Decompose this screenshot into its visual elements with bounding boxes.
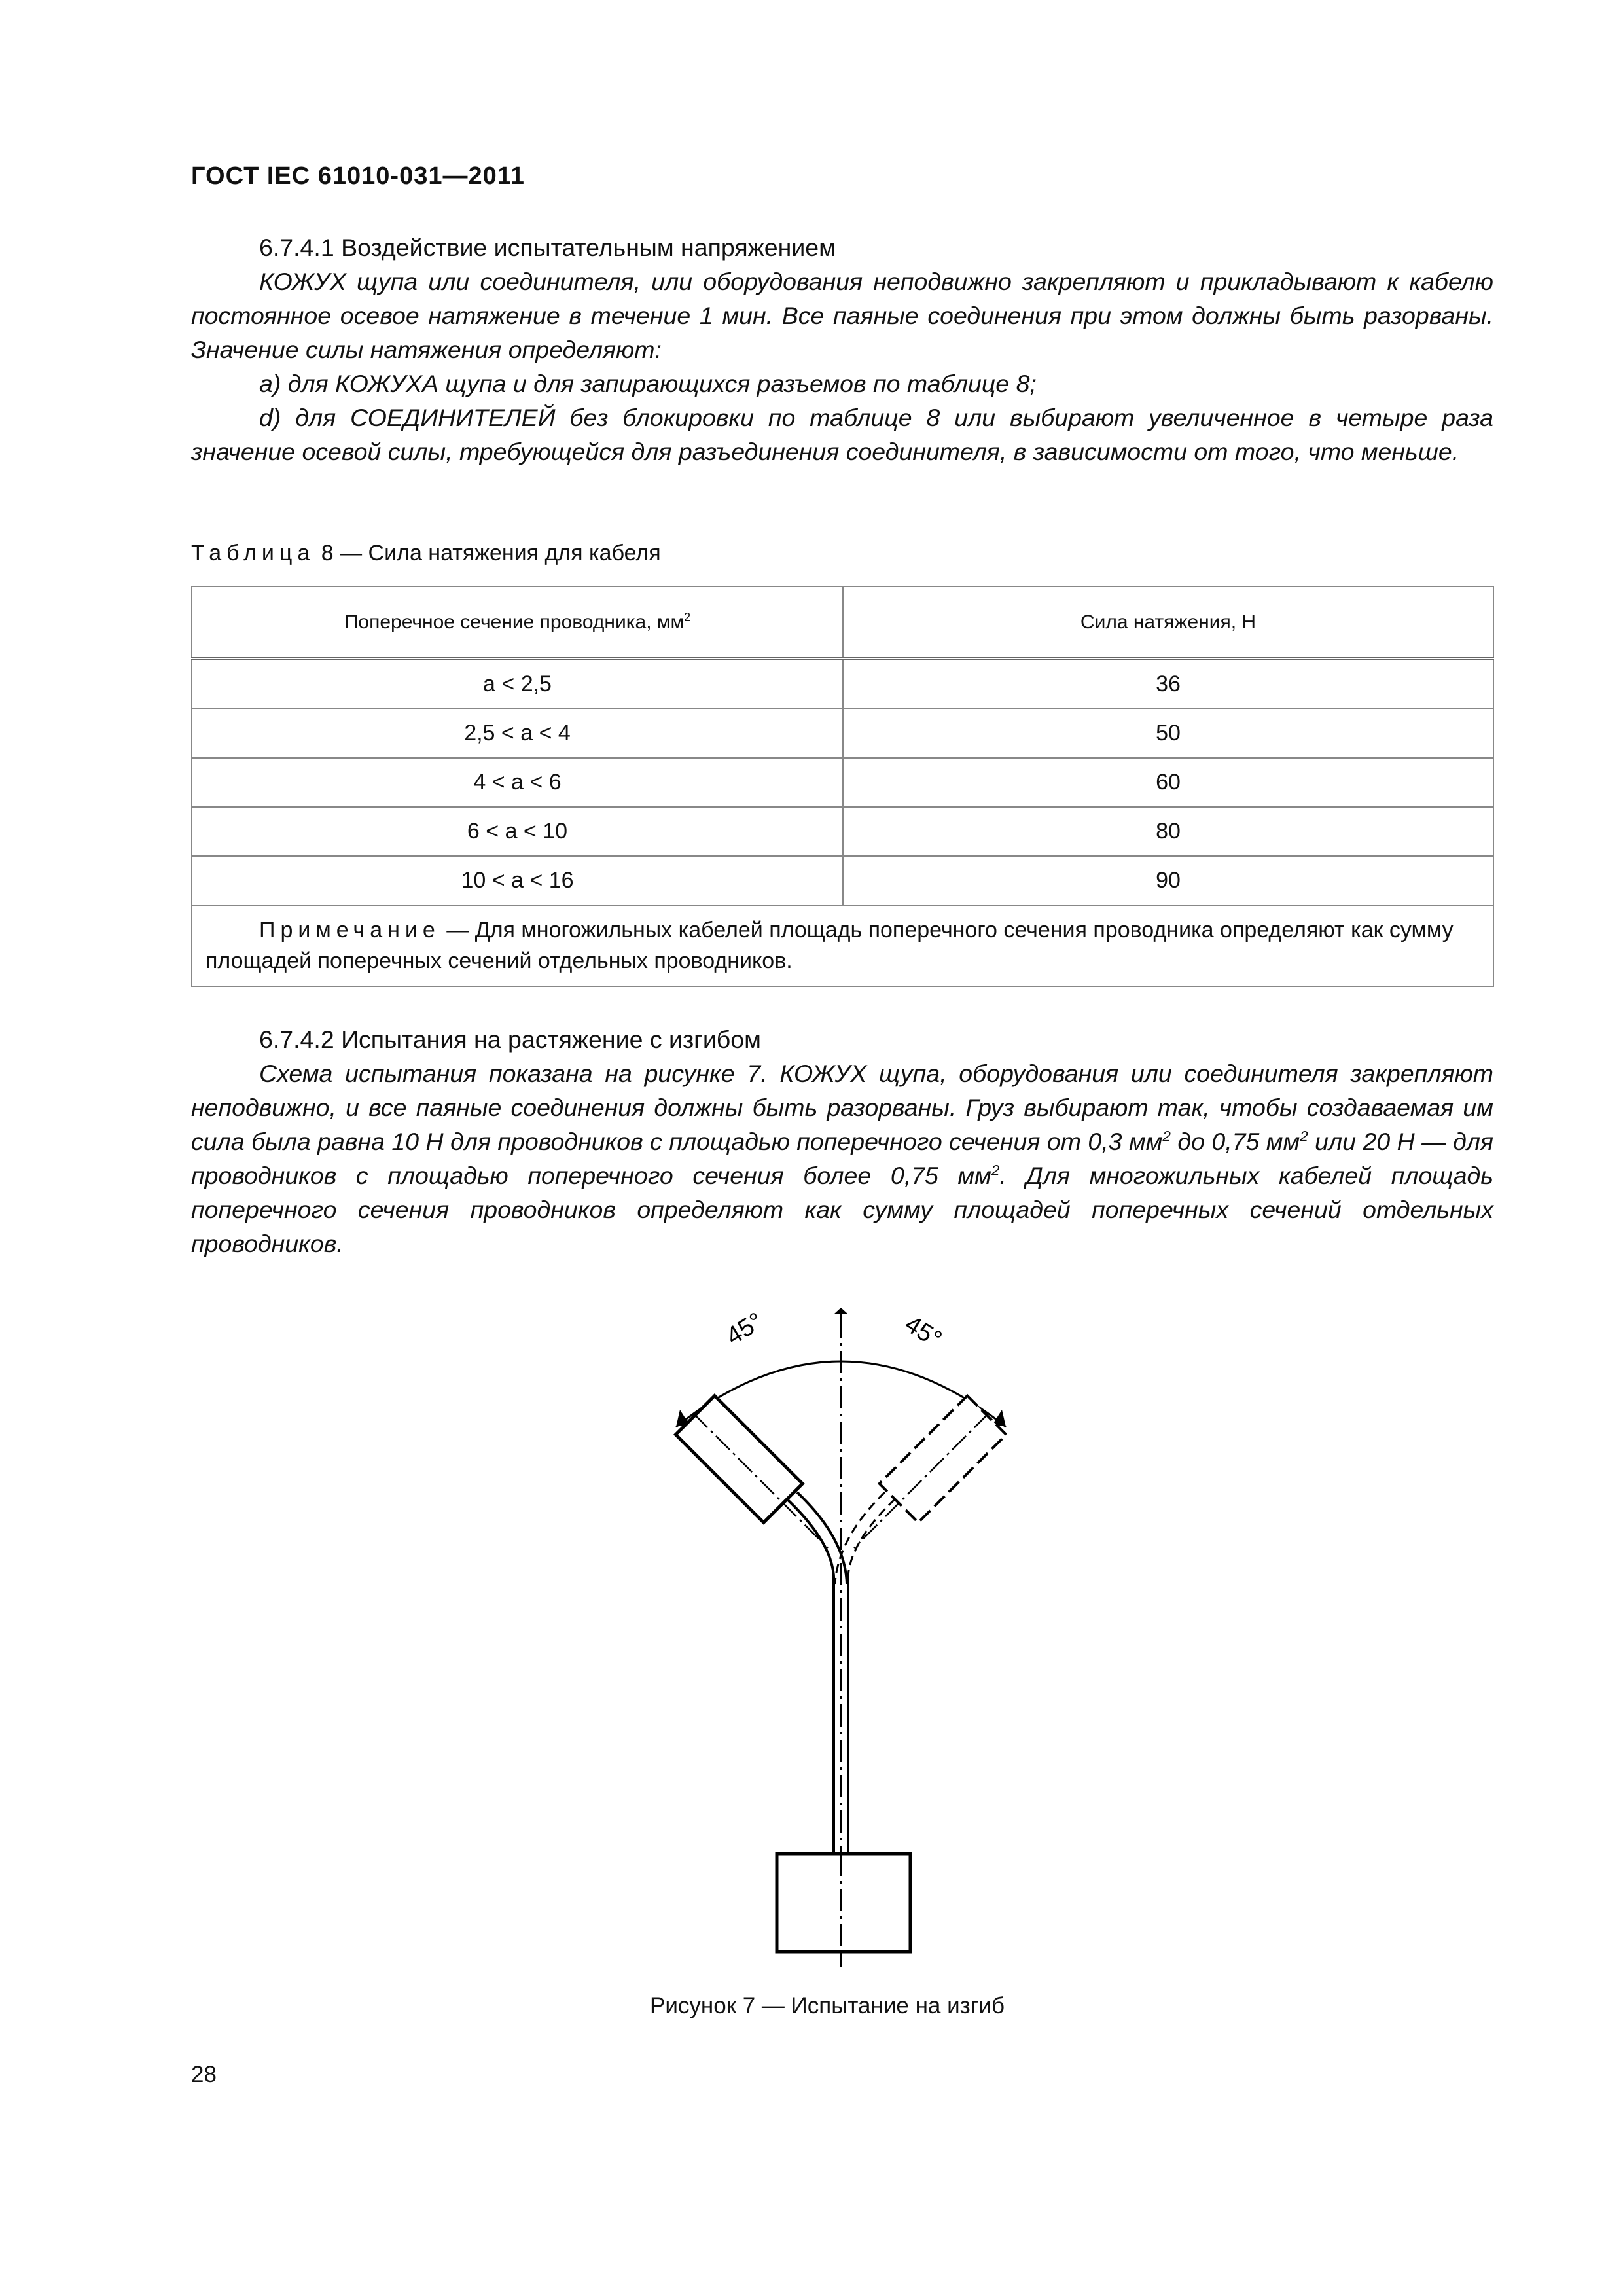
- figure-caption: Рисунок 7 — Испытание на изгиб: [650, 1993, 1005, 2018]
- section-heading-6-7-4-1: 6.7.4.1 Воздействие испытательным напряжением: [259, 234, 836, 261]
- table-row: [192, 758, 1493, 807]
- cell-force: 50: [843, 709, 1493, 758]
- cell-force: 60: [843, 758, 1493, 807]
- page-number: 28: [191, 2062, 217, 2087]
- table-title: [191, 541, 661, 566]
- cell-section: 6 < a < 10: [192, 807, 843, 856]
- note-lead: Примечание: [259, 918, 440, 942]
- cell-section: a < 2,5: [192, 659, 843, 709]
- section-heading-6-7-4-2: 6.7.4.2 Испытания на растяжение с изгибом: [259, 1026, 761, 1053]
- table-title-rest: 8 — Сила натяжения для кабеля: [315, 541, 661, 565]
- cell-section: 10 < a < 16: [192, 856, 843, 905]
- cell-force: 36: [843, 659, 1493, 709]
- note-text: — Для многожильных кабелей площадь поперечного сечения проводника определяют как сумму площадей поперечных сечений отдельных проводников.: [205, 918, 1454, 973]
- list-item-a: а) для КОЖУХА щупа и для запирающихся разъемов по таблице 8;: [259, 370, 1037, 397]
- table-note-row: [192, 905, 1493, 986]
- cell-section: 4 < a < 6: [192, 758, 843, 807]
- cell-force: 90: [843, 856, 1493, 905]
- table-row: [192, 659, 1493, 709]
- list-item-d: d) для СОЕДИНИТЕЛЕЙ без блокировки по таблице 8 или выбирают увеличенное в четыре раза значение осевой силы, требующейся для разъединения соединителя, в зависимости от того, что меньше.: [191, 404, 1493, 465]
- cable-left-inner: [797, 1492, 847, 1584]
- table-note: [192, 905, 1493, 986]
- table-row: [192, 856, 1493, 905]
- document-code: ГОСТ IEC 61010-031—2011: [191, 162, 525, 190]
- cable-left-outer: [787, 1499, 834, 1584]
- tension-table: [191, 586, 1494, 987]
- section-paragraph: КОЖУХ щупа или соединителя, или оборудования неподвижно закрепляют и прикладывают к кабелю постоянное осевое натяжение в течение 1 мин. Все паяные соединения при этом должны быть разорваны. Значение силы натяжения определяют:: [191, 268, 1493, 363]
- angle-label-right: 45°: [900, 1310, 947, 1354]
- column-header-section: Поперечное сечение проводника, $мм^2$: [192, 586, 843, 659]
- bend-test-figure: [641, 1302, 1047, 1970]
- table-title-lead: Таблица: [191, 541, 315, 565]
- cable-right-inner: [835, 1492, 885, 1584]
- cable-right-outer: [848, 1499, 895, 1584]
- cell-force: 80: [843, 807, 1493, 856]
- table-row: [192, 709, 1493, 758]
- angle-label-left: 45°: [721, 1307, 768, 1351]
- weight-block: [777, 1854, 910, 1952]
- cell-section: 2,5 < a < 4: [192, 709, 843, 758]
- table-header-row: [192, 586, 1493, 659]
- table-row: [192, 807, 1493, 856]
- column-header-force: Сила натяжения, Н: [843, 586, 1493, 659]
- section-paragraph-2: Схема испытания показана на рисунке 7. КОЖУХ щупа, оборудования или соединителя закрепляют неподвижно, и все паяные соединения должны быть разорваны. Груз выбирают так, чтобы создаваемая им сила была равна 10 Н для проводников с площадью поперечного сечения от 0,3 $мм^2$ до 0,75 $мм^2$ или 20 Н — для проводников с площадью поперечного сечения более 0,75 $мм^2$. Для многожильных кабелей площадь поперечного сечения проводников определяют как сумму площадей поперечных сечений отдельных проводников.: [191, 1060, 1494, 1257]
